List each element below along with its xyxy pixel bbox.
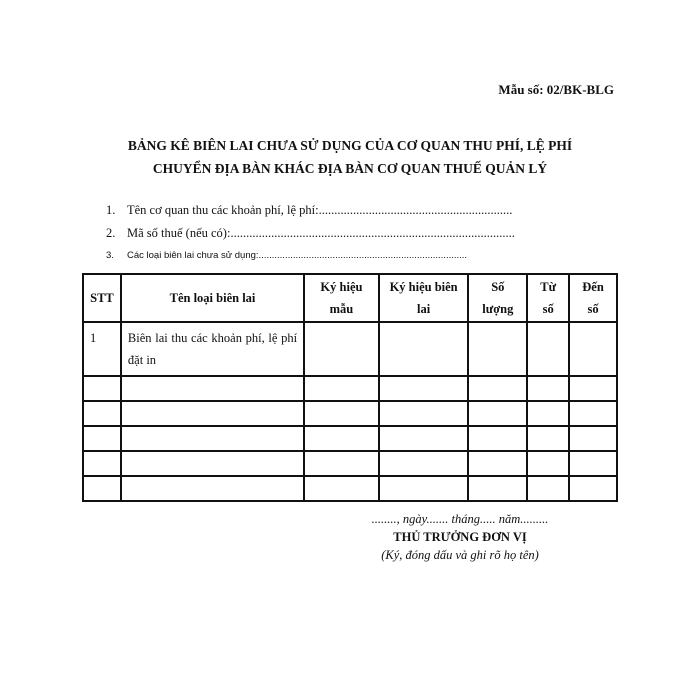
- header-quantity-line-2: lượng: [482, 302, 514, 316]
- header-form-symbol-line-2: mẫu: [329, 302, 354, 316]
- document-title-line-1: BẢNG KÊ BIÊN LAI CHƯA SỬ DỤNG CỦA CƠ QUAN THU PHÍ, LỆ PHÍ: [127, 138, 573, 153]
- field-receipt-types: [106, 245, 566, 267]
- cell-from-number: [527, 322, 569, 376]
- field-label: Các loại biên lai chưa sử dụng:...............................................................................: [127, 250, 468, 261]
- table-row: [83, 322, 617, 376]
- receipts-table: [82, 273, 618, 502]
- cell-stt: [83, 322, 121, 376]
- signature-note: (Ký, đóng dấu và ghi rõ họ tên): [381, 548, 539, 562]
- signature-block: [330, 510, 590, 564]
- header-receipt-symbol: [379, 274, 469, 322]
- document-title-line-2: CHUYỂN ĐỊA BÀN KHÁC ĐỊA BÀN CƠ QUAN THUẾ QUẢN LÝ: [152, 161, 548, 176]
- table-header-row: [83, 274, 617, 322]
- table-row-empty: [83, 451, 617, 476]
- header-from-number: [527, 274, 569, 322]
- field-label: Mã số thuế (nếu có):...........................................................................................: [127, 226, 515, 240]
- cell-stt-value: 1: [90, 331, 97, 345]
- header-form-symbol-line-1: Ký hiệu: [320, 280, 363, 294]
- field-number: 3.: [106, 250, 114, 261]
- header-quantity: [468, 274, 527, 322]
- header-to-number: [569, 274, 617, 322]
- field-number: 2.: [106, 226, 116, 240]
- field-number: 1.: [106, 203, 116, 217]
- cell-receipt-symbol: [379, 322, 469, 376]
- table-row-empty: [83, 401, 617, 426]
- header-from-number-line-1: Từ: [540, 280, 557, 294]
- field-label: Tên cơ quan thu các khoản phí, lệ phí:..............................................................: [127, 203, 513, 217]
- header-form-symbol: [304, 274, 379, 322]
- header-stt: STT: [83, 274, 121, 322]
- signature-title: THỦ TRƯỞNG ĐƠN VỊ: [393, 530, 527, 544]
- table-row-empty: [83, 376, 617, 401]
- info-fields: [106, 199, 566, 267]
- cell-form-symbol: [304, 322, 379, 376]
- header-receipt-symbol-line-1: Ký hiệu biên: [389, 280, 458, 294]
- header-from-number-line-2: số: [542, 302, 554, 316]
- header-quantity-line-1: Số: [491, 280, 505, 294]
- header-receipt-symbol-line-2: lai: [417, 302, 431, 316]
- field-agency-name: [106, 199, 566, 222]
- header-to-number-line-1: Đến: [582, 280, 604, 294]
- header-receipt-type-name: Tên loại biên lai: [121, 274, 304, 322]
- document-title: [0, 134, 700, 180]
- cell-receipt-type-name: [121, 322, 304, 376]
- cell-to-number: [569, 322, 617, 376]
- signature-date: ........, ngày....... tháng..... năm.........: [371, 512, 549, 526]
- cell-quantity: [468, 322, 527, 376]
- field-tax-code: [106, 222, 566, 245]
- header-to-number-line-2: số: [587, 302, 599, 316]
- form-code: Mẫu số: 02/BK-BLG: [498, 82, 614, 97]
- table-row-empty: [83, 426, 617, 451]
- cell-receipt-type-name-value: Biên lai thu các khoản phí, lệ phí đặt in: [127, 331, 298, 367]
- table-row-empty: [83, 476, 617, 501]
